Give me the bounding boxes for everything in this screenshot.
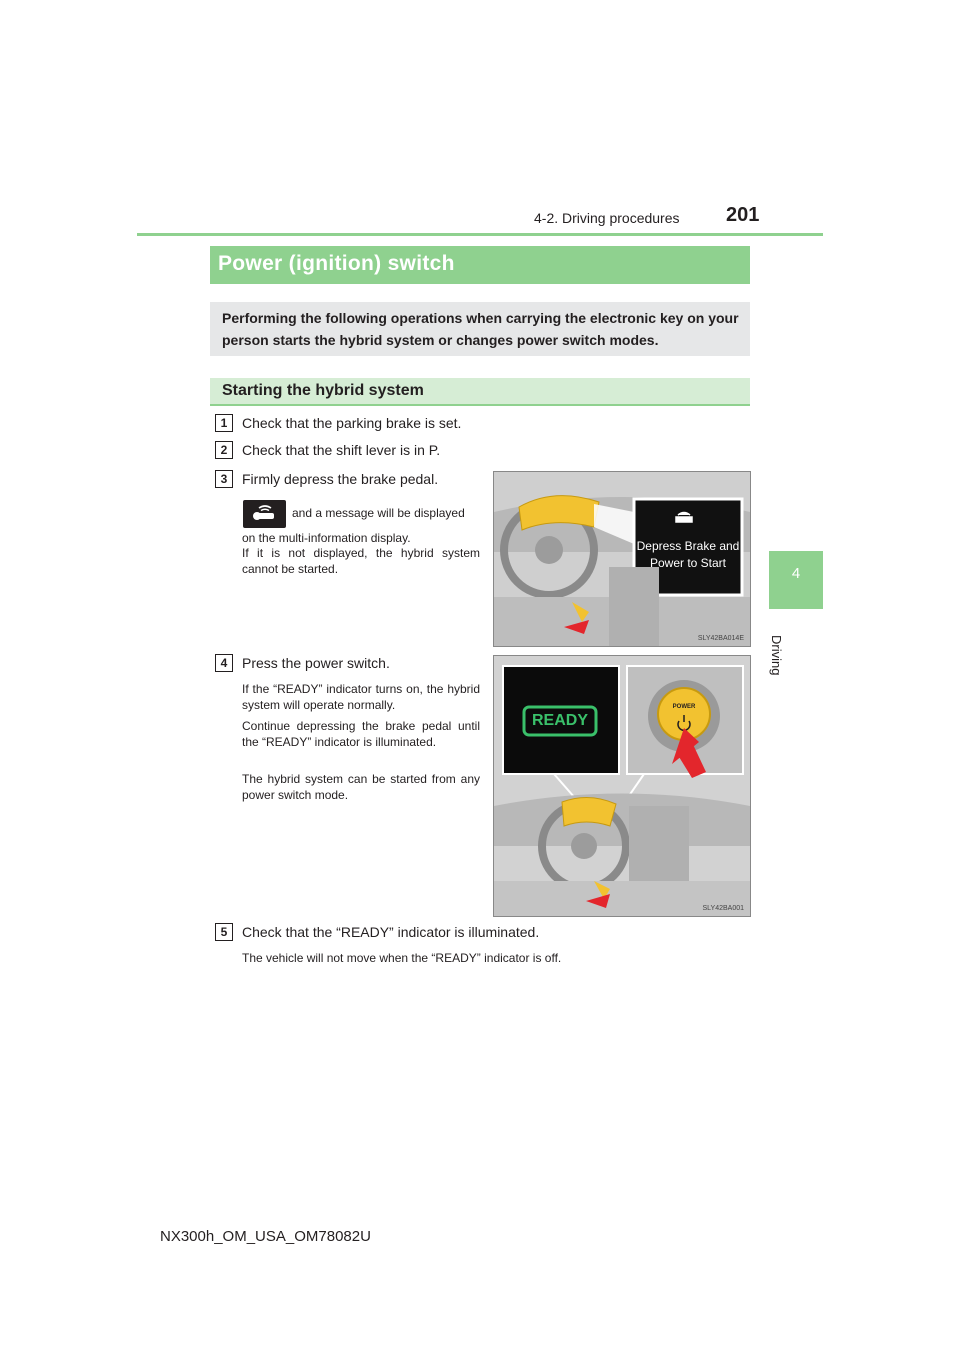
figure1-message-line1: Depress Brake and bbox=[636, 539, 740, 553]
step-number-2: 2 bbox=[215, 441, 233, 459]
step-text-1: Check that the parking brake is set. bbox=[242, 415, 462, 431]
chapter-tab bbox=[769, 551, 823, 609]
step4-note-1: If the “READY” indicator turns on, the hybrid system will operate normally. bbox=[242, 682, 480, 712]
step-number-5: 5 bbox=[215, 923, 233, 941]
section-title-bar bbox=[210, 246, 750, 284]
ready-indicator-label: READY bbox=[531, 712, 588, 729]
step-text-5: Check that the “READY” indicator is illuminated. bbox=[242, 924, 540, 940]
ready-power-illustration bbox=[494, 656, 750, 916]
step3-note-line2: on the multi-information display. bbox=[242, 531, 411, 545]
power-button-label: POWER bbox=[672, 704, 696, 710]
figure2-code: SLY42BA001 bbox=[702, 905, 744, 912]
footer-document-code: NX300h_OM_USA_OM78082U bbox=[160, 1228, 371, 1245]
subsection-title: Starting the hybrid system bbox=[222, 382, 424, 399]
step4-note-3: The hybrid system can be started from any power switch mode. bbox=[242, 772, 480, 802]
step3-note-line3: If it is not displayed, the hybrid system cannot be started. bbox=[242, 546, 480, 576]
step-text-4: Press the power switch. bbox=[242, 655, 390, 671]
step5-note: The vehicle will not move when the “READY” indicator is off. bbox=[242, 951, 562, 965]
chapter-label: Driving bbox=[769, 635, 784, 676]
subsection-bar bbox=[210, 378, 750, 406]
section-title: Power (ignition) switch bbox=[218, 252, 455, 275]
step-number-3: 3 bbox=[215, 470, 233, 488]
header-rule bbox=[137, 233, 823, 236]
step-number-1: 1 bbox=[215, 414, 233, 432]
figure1-message-line2: Power to Start bbox=[649, 556, 727, 570]
step4-note-2: Continue depressing the brake pedal until the “READY” indicator is illuminated. bbox=[242, 719, 480, 749]
figure-ready-power-switch bbox=[493, 655, 751, 917]
figure-dashboard-message bbox=[493, 471, 751, 647]
intro-box bbox=[210, 302, 750, 356]
chapter-number: 4 bbox=[791, 565, 801, 582]
step-text-3: Firmly depress the brake pedal. bbox=[242, 471, 439, 487]
figure1-code: SLY42BA014E bbox=[697, 635, 744, 642]
step-text-2: Check that the shift lever is in P. bbox=[242, 442, 441, 458]
intro-text: Performing the following operations when carrying the electronic key on your person starts the hybrid system or changes power switch modes. bbox=[222, 310, 739, 348]
key-indicator-icon bbox=[243, 500, 286, 528]
step3-inline-note: and a message will be displayed bbox=[292, 506, 465, 520]
header-section-title: 4-2. Driving procedures bbox=[534, 210, 680, 226]
step-number-4: 4 bbox=[215, 654, 233, 672]
page-number: 201 bbox=[726, 204, 760, 226]
